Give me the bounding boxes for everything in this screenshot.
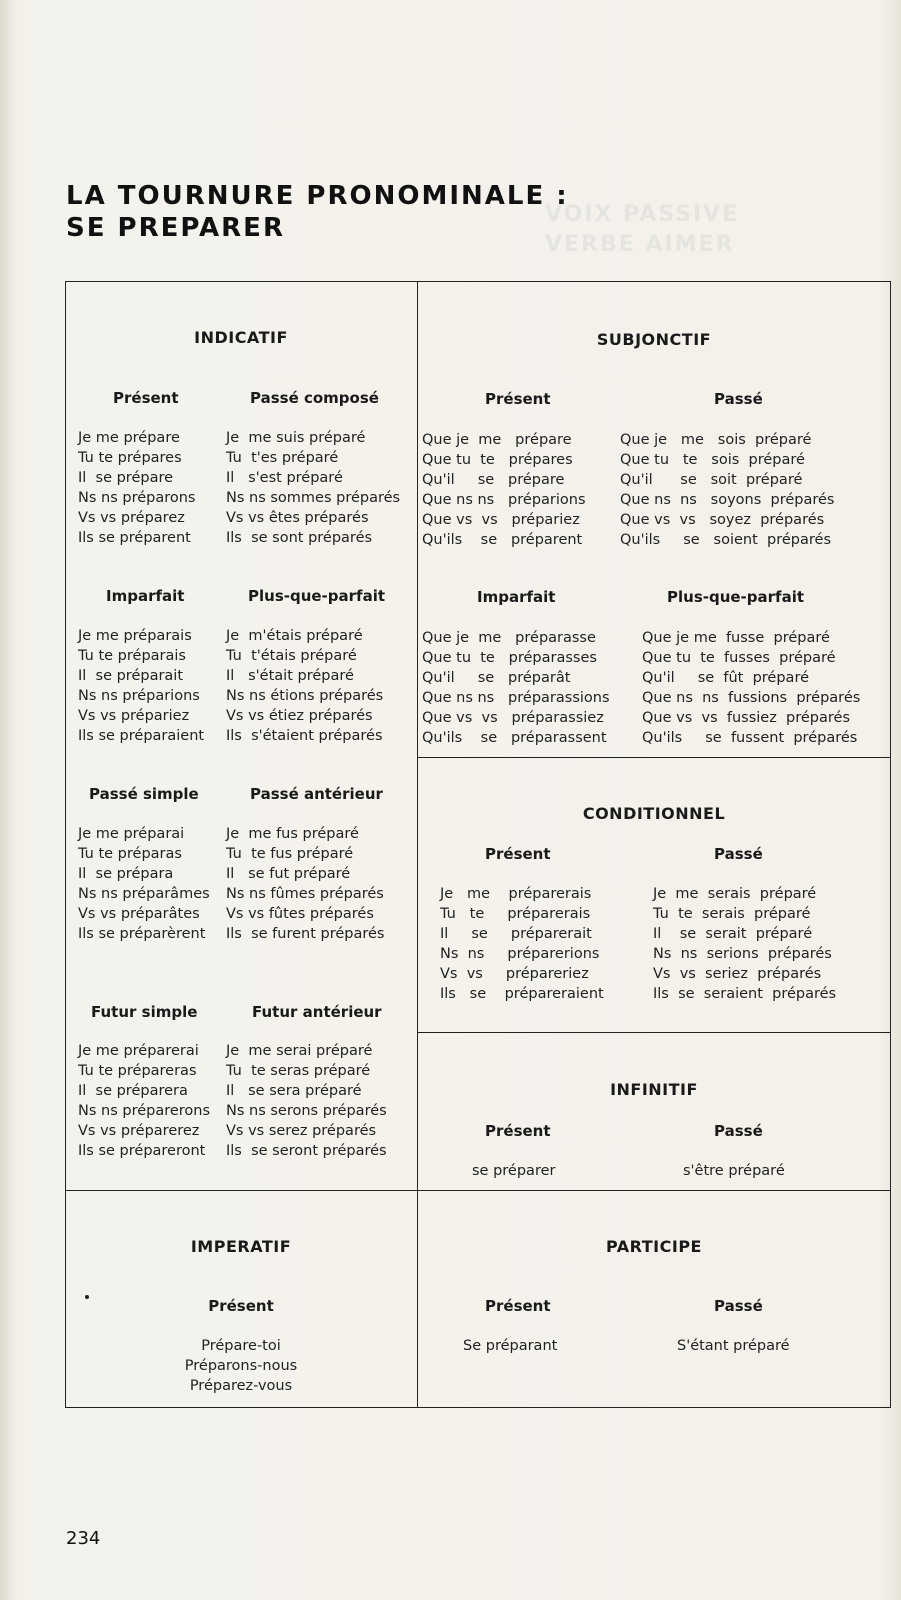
conjugation-column: Je me serais préparé Tu te serais préparé Il se serait préparé Ns ns serions préparés Vs vs seriez préparés Ils se seraient préparés: [653, 886, 837, 1002]
section-title-imperatif: IMPERATIF: [190, 1237, 292, 1256]
section-title-subjonctif: SUBJONCTIF: [596, 330, 712, 349]
tense-heading: Passé: [714, 1297, 763, 1315]
conjugation-column: Je me serai préparé Tu te seras préparé Il se sera préparé Ns ns serons préparés Vs vs serez préparés Ils se seront préparés: [226, 1043, 387, 1159]
conjugation-column: Je m'étais préparé Tu t'étais préparé Il s'était préparé Ns ns étions préparés Vs vs étiez préparés Ils s'étaient préparés: [226, 628, 384, 744]
conjugation-column: Je me fus préparé Tu te fus préparé Il se fut préparé Ns ns fûmes préparés Vs vs fûtes préparés Ils se furent préparés: [226, 826, 385, 942]
conjugation-column: Je me préparerais Tu te préparerais Il se préparerait Ns ns préparerions Vs vs prépareriez Ils se prépareraient: [440, 886, 604, 1002]
tense-heading: Présent: [485, 390, 551, 408]
infinitif-present-value: se préparer: [472, 1163, 556, 1179]
tense-heading: Présent: [485, 1297, 551, 1315]
tense-heading: Présent: [485, 845, 551, 863]
divider-bottom-row: [65, 1190, 891, 1191]
section-title-indicatif: INDICATIF: [194, 328, 288, 347]
imperatif-forms: Prépare-toi Préparons-nous Préparez-vous: [184, 1338, 298, 1394]
tense-heading: Présent: [485, 1122, 551, 1140]
tense-heading: Futur simple: [91, 1003, 198, 1021]
tense-heading: Passé antérieur: [250, 785, 383, 803]
conjugation-column: Que je me fusse préparé Que tu te fusses préparé Qu'il se fût préparé Que ns ns fussions préparés Que vs vs fussiez préparés Qu'ils se fussent préparés: [642, 630, 861, 746]
tense-heading: Présent: [208, 1297, 274, 1315]
tense-heading: Futur antérieur: [252, 1003, 382, 1021]
infinitif-passe-value: s'être préparé: [683, 1163, 785, 1179]
conjugation-column: Je me préparais Tu te préparais Il se préparait Ns ns préparions Vs vs prépariez Ils se préparaient: [78, 628, 205, 744]
ink-dot: [85, 1295, 89, 1299]
section-title-conditionnel: CONDITIONNEL: [582, 804, 726, 823]
page-number: 234: [66, 1528, 101, 1549]
tense-heading: Passé: [714, 1122, 763, 1140]
conjugation-column: Que je me sois préparé Que tu te sois préparé Qu'il se soit préparé Que ns ns soyons préparés Que vs vs soyez préparés Qu'ils se soient préparés: [620, 432, 835, 548]
conjugation-column: Je me suis préparé Tu t'es préparé Il s'est préparé Ns ns sommes préparés Vs vs êtes préparés Ils se sont préparés: [226, 430, 401, 546]
tense-heading: Passé simple: [89, 785, 199, 803]
divider-subjonctif-conditionnel: [417, 757, 891, 758]
divider-conditionnel-infinitif: [417, 1032, 891, 1033]
participe-passe-value: S'étant préparé: [677, 1338, 790, 1354]
conjugation-column: Je me préparai Tu te préparas Il se prépara Ns ns préparâmes Vs vs préparâtes Ils se préparèrent: [78, 826, 210, 942]
tense-heading: Passé: [714, 390, 763, 408]
section-title-participe: PARTICIPE: [606, 1237, 702, 1256]
tense-heading: Imparfait: [477, 588, 556, 606]
conjugation-column: Je me prépare Tu te prépares Il se prépare Ns ns préparons Vs vs préparez Ils se préparent: [78, 430, 196, 546]
tense-heading: Passé: [714, 845, 763, 863]
section-title-infinitif: INFINITIF: [610, 1080, 698, 1099]
page-title-line-2: SE PREPARER: [66, 213, 285, 243]
bleed-through-text: VOIX PASSIVE VERBE AIMER: [545, 202, 740, 257]
tense-heading: Présent: [113, 389, 179, 407]
tense-heading: Plus-que-parfait: [248, 587, 385, 605]
page-title-line-1: LA TOURNURE PRONOMINALE :: [66, 181, 569, 211]
conjugation-column: Je me préparerai Tu te prépareras Il se préparera Ns ns préparerons Vs vs préparerez Ils se prépareront: [78, 1043, 211, 1159]
tense-heading: Imparfait: [106, 587, 185, 605]
conjugation-column: Que je me prépare Que tu te prépares Qu'il se prépare Que ns ns préparions Que vs vs prépariez Qu'ils se préparent: [422, 432, 586, 548]
conjugation-column: Que je me préparasse Que tu te préparasses Qu'il se préparât Que ns ns préparassions Que vs vs préparassiez Qu'ils se préparassent: [422, 630, 610, 746]
tense-heading: Plus-que-parfait: [667, 588, 804, 606]
tense-heading: Passé composé: [250, 389, 379, 407]
participe-present-value: Se préparant: [463, 1338, 558, 1354]
page-title: [66, 180, 569, 244]
